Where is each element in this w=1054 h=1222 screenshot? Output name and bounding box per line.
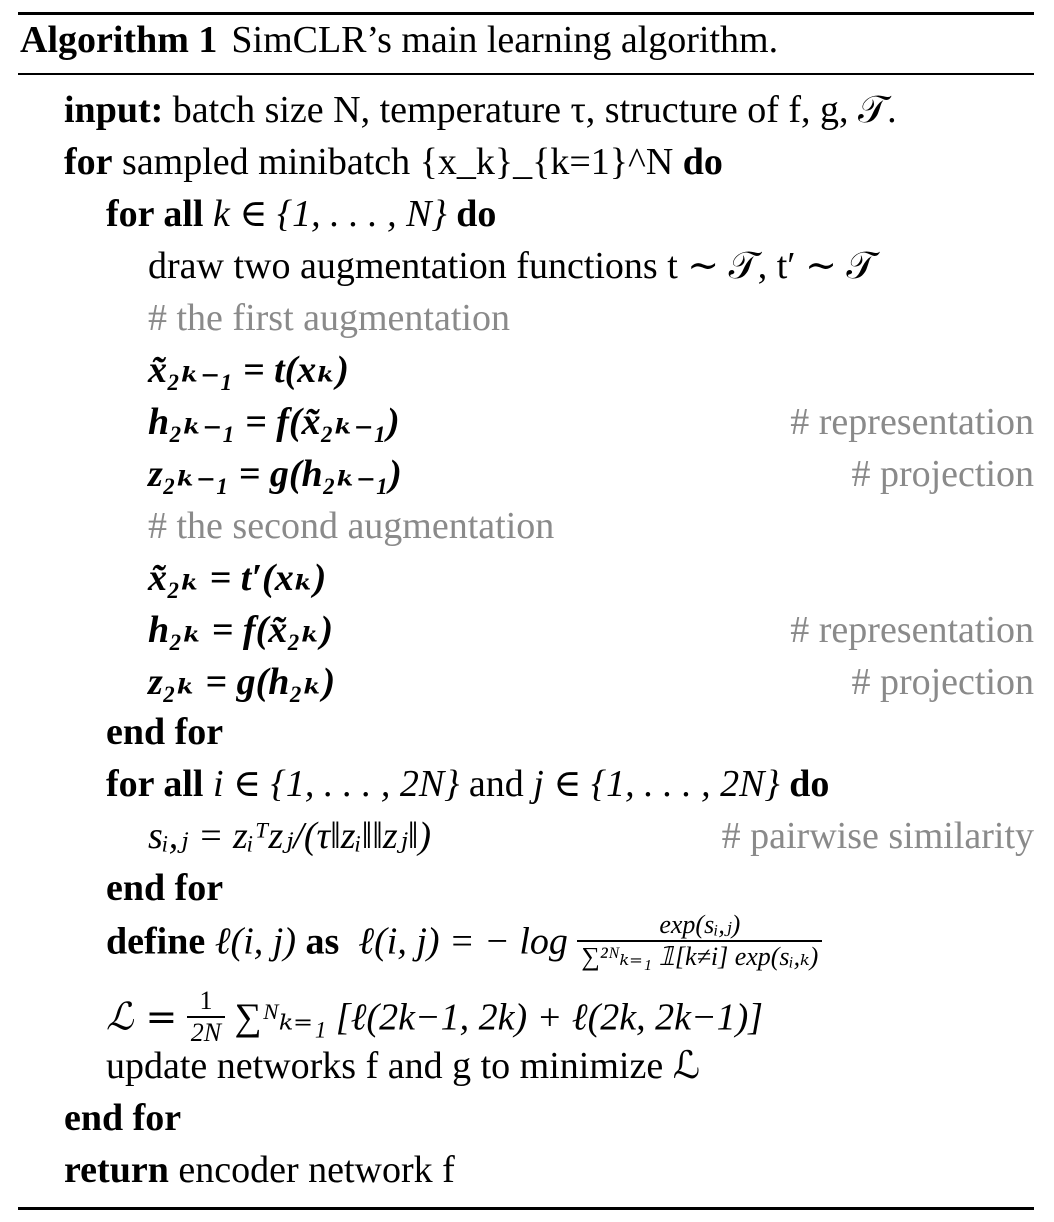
algorithm-label: Algorithm 1 (20, 19, 218, 61)
end-for-3: end for (64, 1097, 182, 1139)
kw-define: define (106, 920, 206, 963)
algorithm-title: SimCLR’s main learning algorithm. (231, 19, 779, 61)
kw-return: return (64, 1149, 169, 1191)
end-for-2: end for (106, 867, 224, 909)
algorithm-caption (20, 18, 778, 62)
loss-fraction-denominator: ∑²ᴺₖ₌₁ 𝟙[k≠i] exp(sᵢ,ₖ) (581, 942, 819, 971)
kw-do-3: do (789, 763, 830, 805)
z-2k-minus-1-line: z₂ₖ₋₁ = g(h₂ₖ₋₁) (148, 453, 402, 495)
loss-fraction (577, 910, 822, 972)
similarity-line: sᵢ,ⱼ = zᵢᵀzⱼ/(τ‖zᵢ‖‖zⱼ‖) (148, 815, 432, 857)
draw-line: draw two augmentation functions t ∼ 𝒯, t′ ∼ 𝒯 (148, 245, 876, 287)
input-text: batch size N, temperature τ, structure of f, g, 𝒯. (163, 89, 897, 131)
for-all-i-text: i ∈ {1, . . . , 2N} (203, 763, 469, 805)
input-line (64, 84, 897, 136)
comment-pairwise-similarity: # pairwise similarity (721, 815, 1034, 857)
for-minibatch-text: sampled minibatch {x_k}_{k=1}^N (112, 141, 683, 183)
comment-projection-2: # projection (851, 661, 1034, 703)
mean-fraction (187, 986, 225, 1048)
x-2k-line: x̃₂ₖ = t′(xₖ) (148, 557, 327, 599)
kw-for: for (64, 141, 113, 183)
h-2k-line: h₂ₖ = f(x̃₂ₖ) (148, 609, 334, 651)
for-all-k-text: k ∈ {1, . . . , N} (203, 193, 457, 235)
h-2k-minus-1-line: h₂ₖ₋₁ = f(x̃₂ₖ₋₁) (148, 401, 400, 443)
mean-fraction-numerator: 1 (187, 986, 225, 1018)
total-loss-line (106, 986, 764, 1047)
update-line: update networks f and g to minimize ℒ (106, 1045, 701, 1087)
comment-representation-1: # representation (790, 401, 1034, 443)
for-all-j-text: j ∈ {1, . . . , 2N} (523, 763, 790, 805)
for-minibatch-line (64, 136, 723, 188)
loss-rhs: ∑ᴺₖ₌₁ [ℓ(2k−1, 2k) + ℓ(2k, 2k−1)] (234, 996, 764, 1039)
comment-representation-2: # representation (790, 609, 1034, 651)
comment-projection-1: # projection (851, 453, 1034, 495)
bottom-rule (18, 1207, 1034, 1210)
x-2k-minus-1-line: x̃₂ₖ₋₁ = t(xₖ) (148, 349, 349, 391)
return-line (64, 1144, 455, 1196)
mean-fraction-denominator: 2N (190, 1018, 222, 1047)
comment-second-augmentation: # the second augmentation (148, 505, 555, 547)
caption-rule (18, 73, 1034, 75)
kw-for-all-2: for all (106, 763, 204, 805)
define-lhs: ℓ(i, j) (205, 920, 306, 963)
kw-as: as (305, 920, 340, 963)
z-2k-line: z₂ₖ = g(h₂ₖ) (148, 661, 336, 703)
kw-do: do (682, 141, 723, 183)
kw-and: and (468, 763, 524, 805)
return-text: encoder network f (168, 1149, 455, 1191)
kw-input: input: (64, 89, 164, 131)
loss-lhs: ℒ = (106, 994, 178, 1039)
comment-first-augmentation: # the first augmentation (148, 297, 510, 339)
kw-do-2: do (456, 193, 497, 235)
kw-for-all: for all (106, 193, 204, 235)
end-for-1: end for (106, 711, 224, 753)
for-all-ij-line (106, 758, 829, 810)
top-rule (18, 12, 1034, 15)
for-all-k-line (106, 188, 496, 240)
define-line (106, 910, 822, 974)
loss-fraction-numerator: exp(sᵢ,ⱼ) (577, 910, 822, 942)
define-rhs: ℓ(i, j) = − log (358, 920, 568, 963)
